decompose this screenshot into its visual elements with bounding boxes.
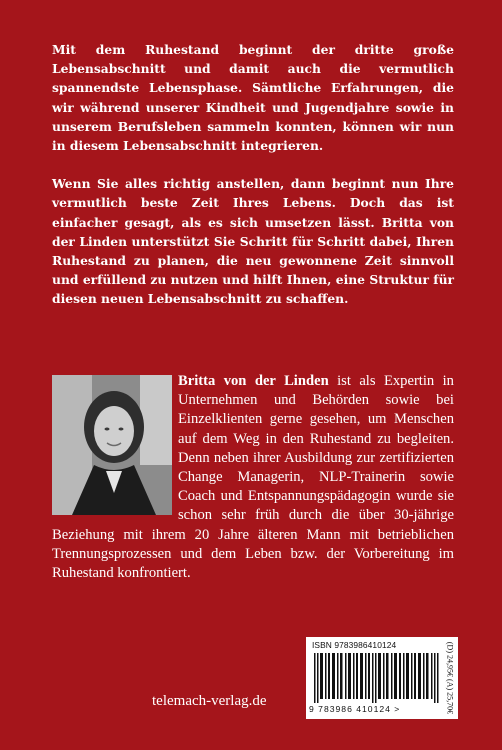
author-bio-text: ist als Expertin in Unternehmen und Behörden sowie bei Einzelklienten gerne gesehen, um Menschen auf dem Weg in den Ruhestand zu begleiten. Denn neben ihrer Ausbildung zur zertifizierten Change Managerin, NLP-Trainerin sowie Coach und Entspannungspädagogin wurde sie schon sehr früh durch die über 30-jährige Beziehung mit ihrem 20 Jahre älteren Mann mit betrieblichen Trennungsprozessen und dem Leben bzw. der Vorbereitung im Ruhestand konfrontiert. <box>52 373 454 582</box>
blurb-paragraph-2: Wenn Sie alles richtig anstellen, dann beginnt nun Ihre vermutlich beste Zeit Ihres Lebens. Doch das ist einfacher gesagt, als es sich umsetzen lässt. Britta von der Linden unterstützt Sie Schritt für Schritt dabei, Ihren Ruhestand zu planen, die neu gewonnene Zeit sinnvoll und erfüllend zu nutzen und hilft Ihnen, eine Struktur für diesen neuen Lebensabschnitt zu schaffen. <box>52 176 454 307</box>
price-d-label: (D) <box>445 641 455 653</box>
author-bio <box>52 372 454 583</box>
isbn-label: ISBN 9783986410124 <box>312 640 397 650</box>
blurb-text <box>52 40 454 328</box>
price-a-label: (A) <box>445 679 455 691</box>
price-a-value: 25,70€ <box>445 692 455 715</box>
barcode-bars <box>314 653 440 703</box>
blurb-paragraph-1: Mit dem Ruhestand beginnt der dritte große Lebensabschnitt und damit auch die vermutlich spannendste Lebensphase. Sämtliche Erfahrungen, die wir während unserer Kindheit und Jugendjahre sowie in unserem Berufsleben sammeln konnten, können wir nun in diesem Lebensabschnitt integrieren. <box>52 42 454 154</box>
publisher-url: telemach-verlag.de <box>152 693 267 709</box>
isbn-barcode-box <box>306 637 458 719</box>
price-list <box>444 641 456 715</box>
price-d-value: 24,95€ <box>445 655 455 677</box>
barcode-digits: 9 783986 410124 > <box>309 704 401 714</box>
author-name: Britta von der Linden <box>178 373 329 389</box>
